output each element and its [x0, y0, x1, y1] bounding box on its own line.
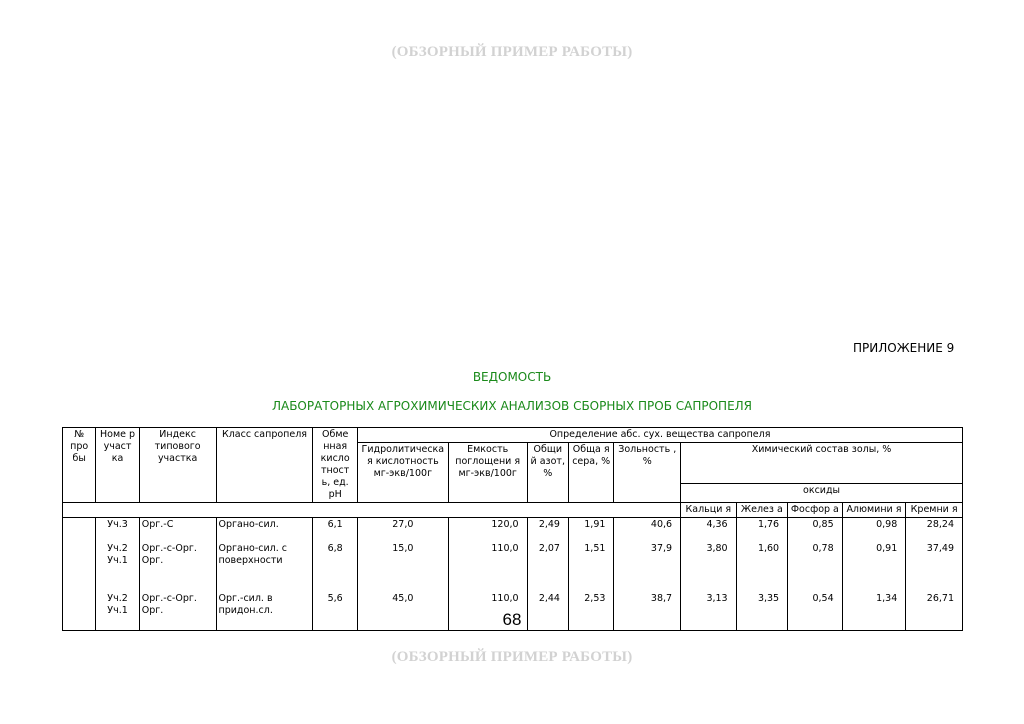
cell-calcium: 3,13 [681, 592, 737, 631]
cell-silicon: 26,71 [906, 592, 963, 631]
cell-phosphorus: 0,78 [788, 542, 843, 592]
cell-plot: Уч.3 [96, 518, 139, 543]
header-dry-matter-group: Определение абс. сух. вещества сапропеля [357, 428, 962, 443]
cell-absorption-capacity: 110,0 [448, 592, 527, 631]
cell-sample-number [63, 518, 96, 543]
cell-total-nitrogen: 2,49 [527, 518, 568, 543]
header-absorption-capacity: Емкость поглощени я мг-экв/100г [448, 443, 527, 503]
watermark-top: (ОБЗОРНЫЙ ПРИМЕР РАБОТЫ) [391, 44, 633, 60]
cell-exchange-acidity: 6,1 [313, 518, 357, 543]
cell-index: Орг.-С [139, 518, 216, 543]
cell-silicon: 28,24 [906, 518, 963, 543]
header-calcium: Кальци я [681, 503, 737, 518]
cell-hydrolytic-acidity: 27,0 [357, 518, 448, 543]
cell-exchange-acidity: 5,6 [313, 592, 357, 631]
table-row [63, 518, 963, 543]
cell-index: Орг.-с-Орг. Орг. [139, 592, 216, 631]
cell-iron: 1,76 [736, 518, 788, 543]
cell-total-nitrogen: 2,44 [527, 592, 568, 631]
header-total-sulfur: Обща я сера, % [568, 443, 613, 503]
cell-absorption-capacity: 110,0 [448, 542, 527, 592]
header-phosphorus: Фосфор а [788, 503, 843, 518]
cell-aluminium: 1,34 [842, 592, 906, 631]
cell-iron: 3,35 [736, 592, 788, 631]
cell-class: Органо-сил. с поверхности [216, 542, 313, 592]
appendix-label: ПРИЛОЖЕНИЕ 9 [853, 341, 955, 355]
header-iron: Желез а [736, 503, 788, 518]
analysis-table [62, 427, 963, 631]
cell-phosphorus: 0,54 [788, 592, 843, 631]
table-row [63, 542, 963, 592]
cell-total-sulfur: 2,53 [568, 592, 613, 631]
cell-plot: Уч.2 Уч.1 [96, 592, 139, 631]
cell-aluminium: 0,98 [842, 518, 906, 543]
cell-total-nitrogen: 2,07 [527, 542, 568, 592]
cell-silicon: 37,49 [906, 542, 963, 592]
header-total-nitrogen: Общи й азот, % [527, 443, 568, 503]
header-type-index: Индекс типового участка [139, 428, 216, 503]
cell-exchange-acidity: 6,8 [313, 542, 357, 592]
cell-index: Орг.-с-Орг. Орг. [139, 542, 216, 592]
watermark-bottom: (ОБЗОРНЫЙ ПРИМЕР РАБОТЫ) [391, 649, 633, 665]
header-ash-content: Зольность , % [614, 443, 681, 503]
header-hydrolytic-acidity: Гидролитическа я кислотность мг-экв/100г [357, 443, 448, 503]
header-exchange-acidity: Обме нная кисло тност ь, ед. pH [313, 428, 357, 503]
cell-hydrolytic-acidity: 45,0 [357, 592, 448, 631]
cell-class: Орг.-сил. в придон.сл. [216, 592, 313, 631]
cell-calcium: 3,80 [681, 542, 737, 592]
cell-calcium: 4,36 [681, 518, 737, 543]
header-oxides-group: оксиды [681, 483, 963, 503]
cell-total-sulfur: 1,51 [568, 542, 613, 592]
cell-phosphorus: 0,85 [788, 518, 843, 543]
cell-sample-number [63, 542, 96, 592]
document-subtitle: ЛАБОРАТОРНЫХ АГРОХИМИЧЕСКИХ АНАЛИЗОВ СБОРНЫХ ПРОБ САПРОПЕЛЯ [271, 399, 753, 413]
header-ash-composition-group: Химический состав золы, % [681, 443, 963, 484]
cell-plot: Уч.2 Уч.1 [96, 542, 139, 592]
cell-class: Органо-сил. [216, 518, 313, 543]
document-title: ВЕДОМОСТЬ [472, 370, 552, 384]
cell-ash-content: 40,6 [614, 518, 681, 543]
cell-aluminium: 0,91 [842, 542, 906, 592]
cell-absorption-capacity: 120,0 [448, 518, 527, 543]
cell-iron: 1,60 [736, 542, 788, 592]
cell-total-sulfur: 1,91 [568, 518, 613, 543]
header-sample-number: № про бы [63, 428, 96, 503]
cell-ash-content: 37,9 [614, 542, 681, 592]
header-silicon: Кремни я [906, 503, 963, 518]
cell-ash-content: 38,7 [614, 592, 681, 631]
page-number: 68 [502, 610, 522, 629]
header-aluminium: Алюмини я [842, 503, 906, 518]
header-plot-number: Номе р участ ка [96, 428, 139, 503]
header-sapropel-class: Класс сапропеля [216, 428, 313, 503]
cell-hydrolytic-acidity: 15,0 [357, 542, 448, 592]
